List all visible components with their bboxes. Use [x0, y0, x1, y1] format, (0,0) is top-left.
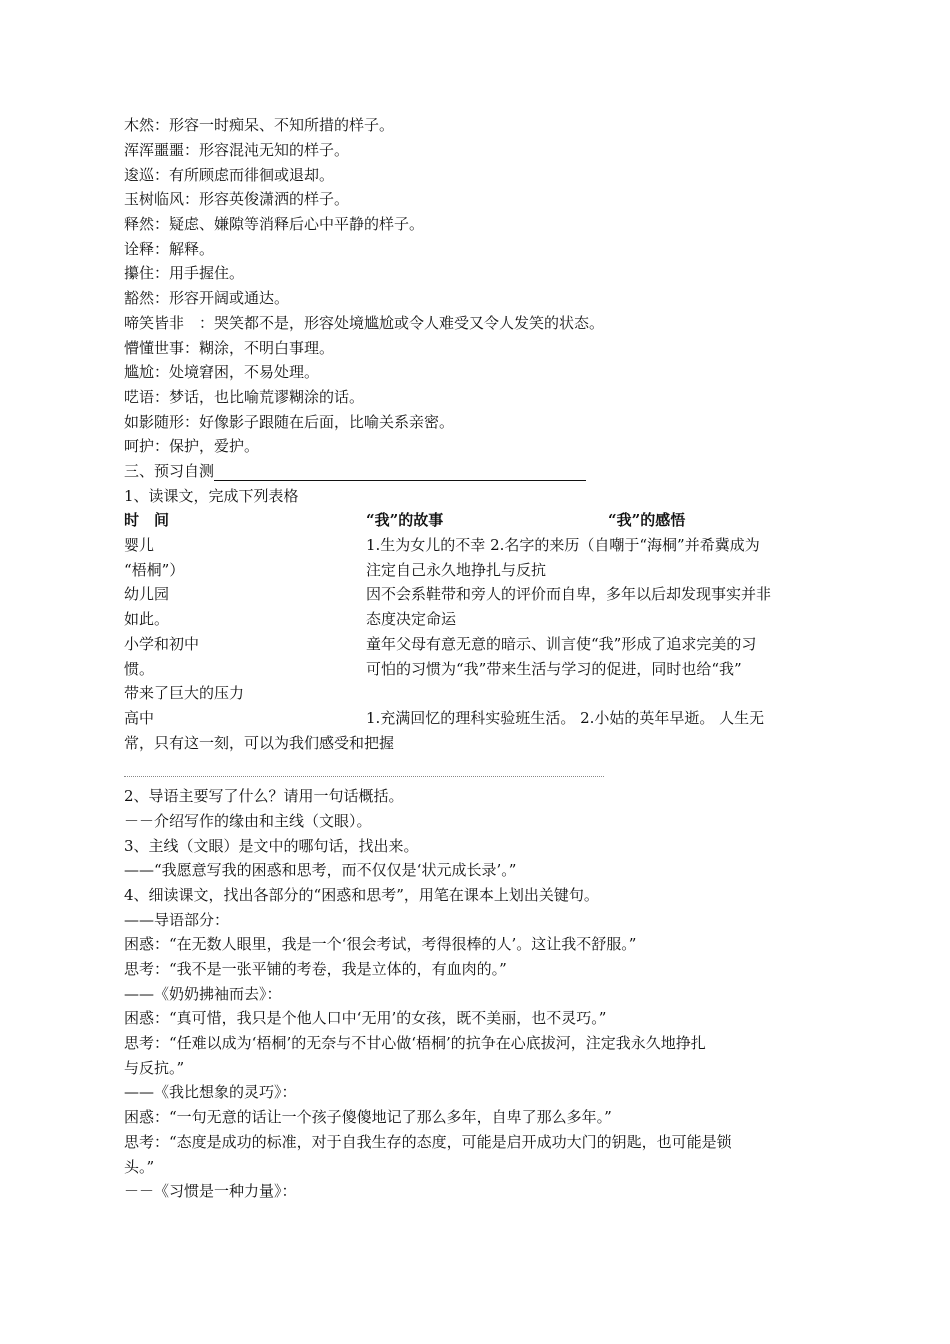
table-cell-right: 态度决定命运: [366, 610, 457, 628]
table-cell-left: “梧桐”）: [124, 561, 185, 579]
vocab-item: 如影随形：好像影子跟随在后面，比喻关系亲密。: [124, 413, 455, 431]
table-cell-right: 1.生为女儿的不幸 2.名字的来历（自嘲于“海桐”并希冀成为: [366, 536, 760, 554]
body-line: ——“我愿意写我的困惑和思考，而不仅仅是‘状元成长录’。”: [124, 861, 517, 879]
body-line: 困惑：“真可惜，我只是个他人口中‘无用’的女孩，既不美丽，也不灵巧。”: [124, 1009, 607, 1027]
table-cell-left: 常，只有这一刻，可以为我们感受和把握: [124, 734, 395, 752]
table-cell-right: 注定自己永久地挣扎与反抗: [366, 561, 547, 579]
vocab-item: 尴尬：处境窘困，不易处理。: [124, 363, 320, 381]
table-cell-left: 幼儿园: [124, 585, 170, 603]
vocab-item: 诠释：解释。: [124, 240, 215, 258]
table-cell-right: 1.充满回忆的理科实验班生活。 2.小姑的英年早逝。 人生无: [366, 709, 765, 727]
body-line: 思考：“态度是成功的标准，对于自我生存的态度，可能是启开成功大门的钥匙，也可能是锁: [124, 1133, 732, 1151]
body-line: 2、导语主要写了什么？请用一句话概括。: [124, 787, 404, 805]
table-cell-right: 童年父母有意无意的暗示、训言使“我”形成了追求完美的习: [366, 635, 757, 653]
dotted-divider: [124, 776, 604, 777]
vocab-item: 攥住：用手握住。: [124, 264, 245, 282]
table-header-story: “我”的故事: [366, 511, 444, 529]
body-line: －－《习惯是一种力量》：: [124, 1182, 297, 1200]
vocab-item: 木然：形容一时痴呆、不知所措的样子。: [124, 116, 395, 134]
section-title: 三、预习自测: [124, 462, 215, 480]
body-line: ——《奶奶拂袖而去》：: [124, 985, 282, 1003]
body-line: 困惑：“在无数人眼里，我是一个‘很会考试，考得很棒的人’。这让我不舒服。”: [124, 935, 637, 953]
body-line: 思考：“我不是一张平铺的考卷，我是立体的，有血肉的。”: [124, 960, 507, 978]
vocab-item: 浑浑噩噩：形容混沌无知的样子。: [124, 141, 350, 159]
body-line: 与反抗。”: [124, 1059, 185, 1077]
table-cell-right: 可怕的习惯为“我”带来生活与学习的促进，同时也给“我”: [366, 660, 742, 678]
vocab-item: 懵懂世事：糊涂，不明白事理。: [124, 339, 335, 357]
body-line: 3、主线（文眼）是文中的哪句话，找出来。: [124, 837, 419, 855]
body-line: ——导语部分：: [124, 911, 230, 929]
table-cell-left: 高中: [124, 709, 155, 727]
vocab-item: 逡巡：有所顾虑而徘徊或退却。: [124, 166, 335, 184]
table-header-insight: “我”的感悟: [608, 511, 686, 529]
vocab-item: 呓语：梦话，也比喻荒谬糊涂的话。: [124, 388, 365, 406]
vocab-item: 玉树临风：形容英俊潇洒的样子。: [124, 190, 350, 208]
table-cell-left: 如此。: [124, 610, 170, 628]
body-line: 思考：“任难以成为‘梧桐’的无奈与不甘心做‘梧桐’的抗争在心底拔河，注定我永久地挣扎: [124, 1034, 706, 1052]
table-cell-left: 惯。: [124, 660, 155, 678]
body-line: 头。”: [124, 1158, 155, 1176]
vocab-item: 呵护：保护，爱护。: [124, 437, 260, 455]
table-cell-left: 小学和初中: [124, 635, 200, 653]
table-cell-left: 带来了巨大的压力: [124, 684, 245, 702]
vocab-item: 豁然：形容开阔或通达。: [124, 289, 290, 307]
section-heading: [124, 461, 586, 481]
body-line: －－介绍写作的缘由和主线（文眼）。: [124, 812, 372, 830]
body-line: 4、细读课文，找出各部分的“困惑和思考”，用笔在课本上划出关键句。: [124, 886, 599, 904]
question-1: 1、读课文，完成下列表格: [124, 487, 299, 505]
body-line: 困惑：“一句无意的话让一个孩子傻傻地记了那么多年，自卑了那么多年。”: [124, 1108, 612, 1126]
underline-blank: [214, 466, 586, 481]
vocab-item: 啼笑皆非 ：哭笑都不是，形容处境尴尬或令人难受又令人发笑的状态。: [124, 314, 605, 332]
vocab-item: 释然：疑虑、嫌隙等消释后心中平静的样子。: [124, 215, 425, 233]
body-line: ——《我比想象的灵巧》：: [124, 1083, 297, 1101]
table-header-time: 时 间: [124, 511, 170, 529]
table-cell-left: 婴儿: [124, 536, 155, 554]
table-cell-right: 因不会系鞋带和旁人的评价而自卑，多年以后却发现事实并非: [366, 585, 772, 603]
